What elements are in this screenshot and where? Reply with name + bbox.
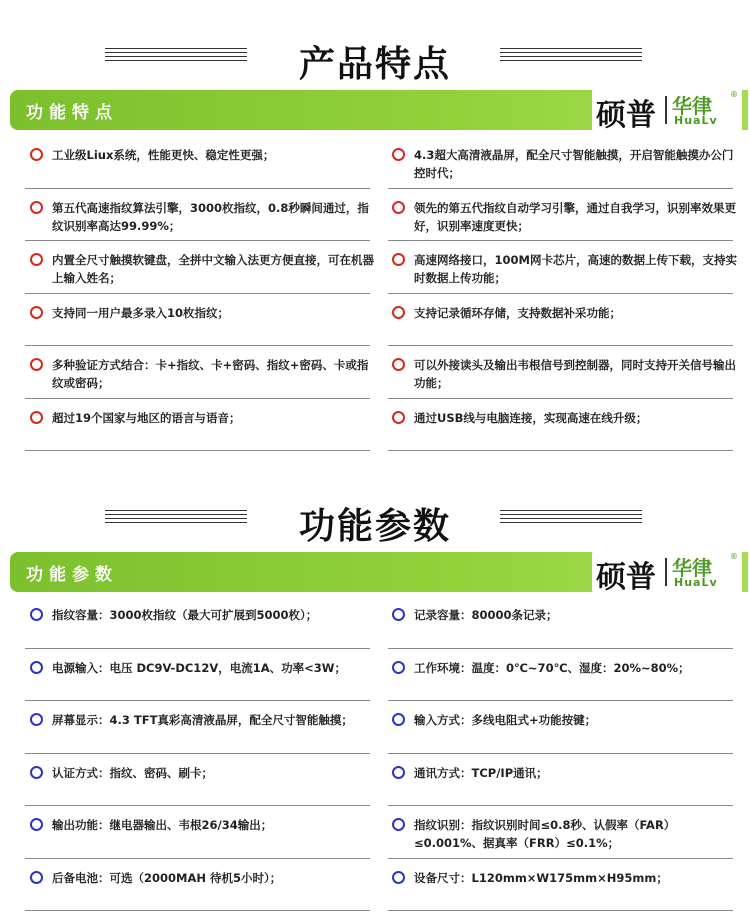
row-divider: [388, 188, 733, 189]
spec-item-text: 指纹容量：3000枚指纹（最大可扩展到5000枚）；: [52, 608, 318, 622]
spec-item-text: 多种验证方式结合：卡+指纹、卡+密码、指纹+密码、卡或指纹或密码；: [52, 358, 369, 390]
bullet-circle-icon: [30, 608, 43, 621]
spec-item: [30, 764, 376, 782]
spec-item-text: 4.3超大高清液晶屏，配全尺寸智能触摸，开启智能触摸办公门控时代；: [414, 148, 734, 180]
logo-registered: ®: [730, 90, 738, 99]
spec-item: [30, 146, 376, 164]
row-divider: [388, 700, 733, 701]
spec-item-text: 输出功能：继电器输出、韦根26/34输出；: [52, 818, 273, 832]
bullet-circle-icon: [392, 871, 405, 884]
row-divider: [388, 805, 733, 806]
section-title-features: 产品特点: [298, 44, 451, 85]
spec-item-text: 屏幕显示：4.3 TFT真彩高清液晶屏，配全尺寸智能触摸；: [52, 713, 353, 727]
row-divider: [25, 858, 370, 859]
features-banner: [10, 90, 748, 133]
banner-label: 功能特点: [26, 103, 118, 123]
bullet-circle-icon: [392, 358, 405, 371]
logo-en: HuaLv: [674, 576, 718, 589]
spec-item: [392, 199, 738, 235]
logo-cn: 硕普: [596, 98, 656, 133]
row-divider: [25, 188, 370, 189]
logo-brand: 华律: [672, 556, 712, 580]
bullet-circle-icon: [392, 306, 405, 319]
spec-item: [30, 251, 376, 287]
row-divider: [388, 910, 733, 911]
bullet-circle-icon: [30, 148, 43, 161]
spec-item-text: 工作环境：温度：0℃~70℃、湿度：20%~80%；: [414, 660, 690, 675]
bullet-circle-icon: [392, 148, 405, 161]
bullet-circle-icon: [392, 411, 405, 424]
row-divider: [25, 753, 370, 754]
bullet-circle-icon: [30, 411, 43, 424]
row-divider: [25, 398, 370, 399]
logo-registered: ®: [730, 552, 738, 561]
banner-label: 功能参数: [26, 565, 118, 585]
bullet-circle-icon: [392, 766, 405, 779]
bullet-circle-icon: [30, 661, 43, 674]
spec-item: [30, 816, 376, 834]
spec-item-text: 支持同一用户最多录入10枚指纹；: [52, 305, 230, 320]
spec-item: [30, 711, 376, 729]
spec-item: [30, 606, 376, 624]
spec-item: [392, 251, 738, 287]
bullet-circle-icon: [392, 661, 405, 674]
spec-item-text: 超过19个国家与地区的语言与语音；: [52, 410, 241, 425]
spec-item: [392, 659, 738, 677]
bullet-circle-icon: [392, 608, 405, 621]
brand-logo: [592, 88, 742, 132]
row-divider: [25, 345, 370, 346]
spec-item: [30, 356, 376, 392]
spec-item-text: 指纹识别：指纹识别时间≤0.8秒、认假率（FAR）≤0.001%、据真率（FRR）≤0.1%；: [414, 818, 676, 850]
bullet-circle-icon: [392, 818, 405, 831]
row-divider: [388, 450, 733, 451]
bullet-circle-icon: [392, 713, 405, 726]
spec-item-text: 通讯方式：TCP/IP通讯；: [414, 765, 548, 780]
bullet-circle-icon: [30, 253, 43, 266]
spec-item: [392, 606, 738, 624]
spec-item: [30, 199, 376, 235]
spec-item-text: 后备电池：可选（2000MAH 待机5小时）；: [52, 870, 282, 885]
bullet-circle-icon: [30, 818, 43, 831]
spec-item-text: 内置全尺寸触摸软键盘，全拼中文输入法更方便直接，可在机器上输入姓名；: [52, 253, 374, 285]
spec-item: [392, 146, 738, 182]
bullet-circle-icon: [392, 201, 405, 214]
bullet-circle-icon: [30, 358, 43, 371]
row-divider: [388, 858, 733, 859]
row-divider: [25, 293, 370, 294]
row-divider: [25, 910, 370, 911]
spec-item-text: 支持记录循环存储，支持数据补采功能；: [414, 305, 621, 320]
bullet-circle-icon: [30, 713, 43, 726]
row-divider: [25, 805, 370, 806]
spec-item-text: 电源输入：电压 DC9V-DC12V，电流1A、功率<3W；: [52, 660, 346, 675]
specs-banner: [10, 552, 748, 595]
logo-divider: [665, 96, 667, 124]
spec-item-text: 记录容量：80000条记录；: [414, 608, 558, 622]
row-divider: [25, 450, 370, 451]
spec-item-text: 输入方式：多线电阻式+功能按键；: [414, 713, 597, 727]
bullet-circle-icon: [30, 201, 43, 214]
brand-logo: [592, 550, 742, 594]
spec-item: [392, 356, 738, 392]
spec-item: [392, 304, 738, 322]
logo-cn: 硕普: [596, 560, 656, 595]
title-decoration-right: [500, 510, 642, 524]
row-divider: [388, 648, 733, 649]
row-divider: [25, 700, 370, 701]
logo-brand: 华律: [672, 94, 712, 118]
spec-item-text: 工业级Liux系统，性能更快、稳定性更强；: [52, 148, 275, 162]
spec-item-text: 领先的第五代指纹自动学习引擎，通过自我学习，识别率效果更好，识别率速度更快；: [414, 200, 736, 233]
spec-item: [30, 869, 376, 887]
row-divider: [25, 648, 370, 649]
spec-item-text: 通过USB线与电脑连接，实现高速在线升级；: [414, 410, 648, 425]
spec-item-text: 设备尺寸：L120mm×W175mm×H95mm；: [414, 870, 668, 885]
spec-item: [392, 409, 738, 427]
bullet-circle-icon: [30, 871, 43, 884]
spec-item: [30, 659, 376, 677]
row-divider: [388, 345, 733, 346]
row-divider: [388, 293, 733, 294]
row-divider: [388, 398, 733, 399]
spec-item: [392, 869, 738, 887]
spec-item-text: 第五代高速指纹算法引擎，3000枚指纹，0.8秒瞬间通过，指纹识别率高达99.99%；: [52, 200, 369, 233]
logo-en: HuaLv: [674, 114, 718, 127]
spec-item: [30, 409, 376, 427]
spec-item-text: 认证方式：指纹、密码、刷卡；: [52, 765, 213, 780]
row-divider: [25, 240, 370, 241]
spec-item-text: 可以外接读头及输出韦根信号到控制器，同时支持开关信号输出功能；: [414, 358, 736, 390]
spec-item: [392, 764, 738, 782]
bullet-circle-icon: [30, 766, 43, 779]
spec-item: [392, 711, 738, 729]
spec-item: [392, 816, 738, 852]
spec-item: [30, 304, 376, 322]
title-decoration-right: [500, 48, 642, 62]
bullet-circle-icon: [30, 306, 43, 319]
section-title-specs: 功能参数: [298, 506, 451, 547]
row-divider: [388, 240, 733, 241]
bullet-circle-icon: [392, 253, 405, 266]
spec-item-text: 高速网络接口，100M网卡芯片，高速的数据上传下载，支持实时数据上传功能；: [414, 253, 737, 285]
row-divider: [388, 753, 733, 754]
logo-divider: [665, 558, 667, 586]
